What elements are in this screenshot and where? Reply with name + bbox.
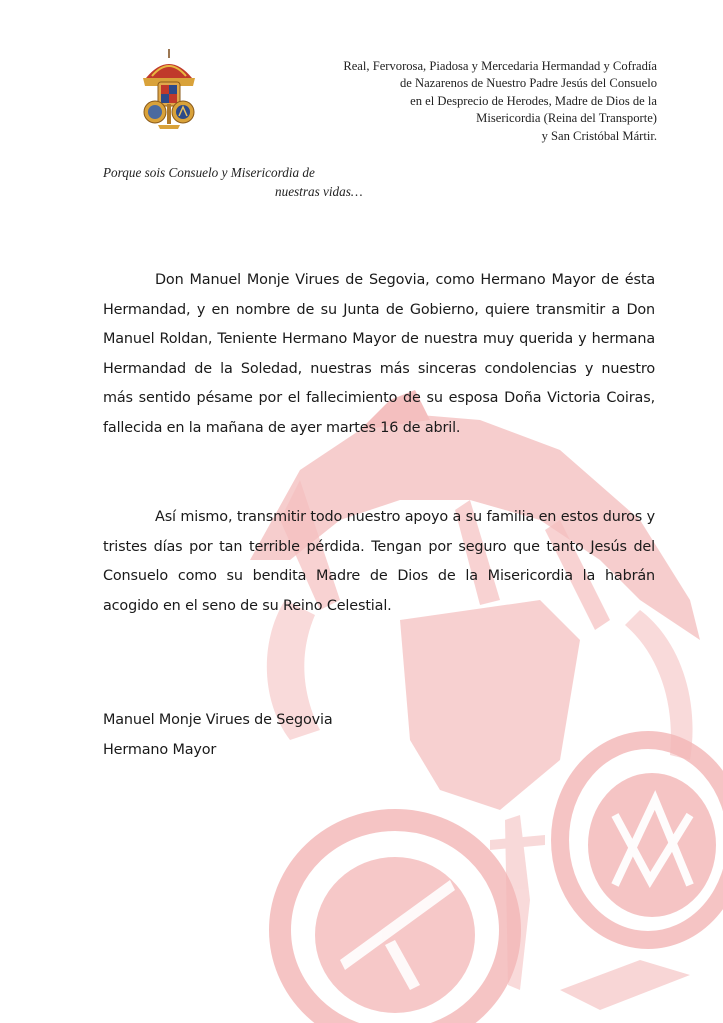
header-line: y San Cristóbal Mártir.: [541, 128, 657, 143]
motto-line-1: Porque sois Consuelo y Misericordia de: [103, 165, 315, 180]
header-line: Misericordia (Reina del Transporte): [476, 111, 657, 126]
header-line: en el Desprecio de Herodes, Madre de Dios de la: [410, 93, 657, 108]
signature-block: [103, 706, 332, 765]
signature-title: Hermano Mayor: [103, 741, 217, 758]
paragraph-text: Don Manuel Monje Virues de Segovia, como Hermano Mayor de ésta Hermandad, y en nombre de su Junta de Gobierno, quiere transmitir a Don Manuel Roldan, Teniente Hermano Mayor de nuestra muy querida y hermana Hermandad de la Soledad, nuestras más sinceras condolencias y nuestro más sentido pésame por el fallecimiento de su esposa Doña Victoria Coiras, fallecida en la mañana de ayer martes 16 de abril.: [103, 272, 655, 436]
header-line: de Nazarenos de Nuestro Padre Jesús del Consuelo: [399, 76, 657, 91]
brotherhood-crest-icon: [138, 48, 200, 130]
paragraph-text: Así mismo, transmitir todo nuestro apoyo a su familia en estos duros y tristes días por tan terrible pérdida. Tengan por seguro que tanto Jesús del Consuelo como su bendita Madre de Dios de la Misericordia la habrán acogido en el seno de su Reino Celestial.: [103, 509, 655, 614]
motto: [103, 163, 383, 201]
letter-paragraph-1: [103, 266, 655, 444]
letter-paragraph-2: [103, 503, 655, 621]
motto-line-2: nuestras vidas…: [275, 184, 363, 199]
header-line: Real, Fervorosa, Piadosa y Mercedaria Hermandad y Cofradía: [343, 59, 657, 73]
organization-header: [257, 58, 657, 145]
signature-name: Manuel Monje Virues de Segovia: [103, 712, 333, 728]
